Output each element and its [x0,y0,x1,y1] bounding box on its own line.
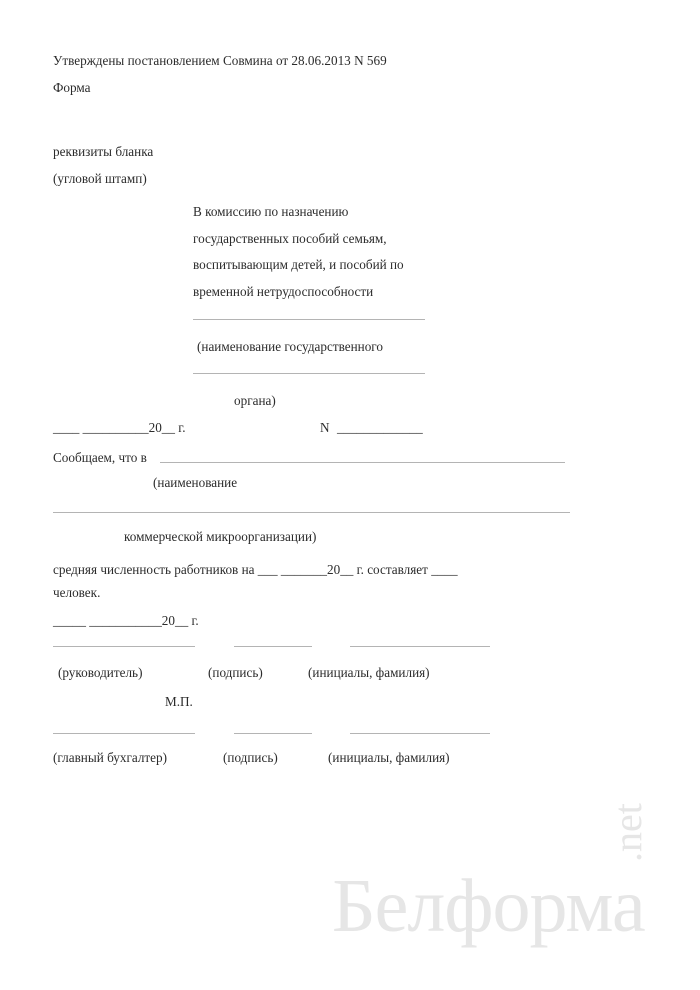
head-name-caption: (инициалы, фамилия) [308,665,430,680]
letterhead-requisites-line: реквизиты бланка [53,144,154,159]
addressee-line-1: В комиссию по назначению [193,204,349,219]
accountant-signature-mark-rule[interactable] [234,733,312,734]
approved-by-line: Утверждены постановлением Совмина от 28.06.2013 N 569 [53,53,387,68]
head-signature-caption: (подпись) [208,665,263,680]
head-role-caption: (руководитель) [58,665,143,680]
addressee-line-3: воспитывающим детей, и пособий по [193,257,404,272]
accountant-role-caption: (главный бухгалтер) [53,750,168,765]
statement-lead-text: Сообщаем, что в [53,450,147,465]
signature-date-input[interactable]: _____ ___________20__ г. [53,613,199,628]
addressee-caption-1: (наименование государственного [197,339,383,354]
watermark-tld-text: .net [605,803,650,862]
organization-caption-2: коммерческой микроорганизации) [124,529,317,544]
organization-name-rule-2[interactable] [53,512,570,513]
addressee-fill-rule-1[interactable] [193,319,425,320]
stamp-label: М.П. [165,694,193,709]
addressee-fill-rule-2[interactable] [193,373,425,374]
employee-count-paragraph [53,556,503,583]
number-label: N [320,420,330,435]
addressee-block [193,199,443,305]
form-label: Форма [53,80,91,95]
number-input[interactable]: _____________ [337,420,423,435]
employee-count-line-1[interactable]: средняя численность работников на ___ _______20__ г. составляет ____ [53,562,458,577]
accountant-name-caption: (инициалы, фамилия) [328,750,450,765]
corner-stamp-line: (угловой штамп) [53,171,147,186]
employee-count-line-2: человек. [53,585,101,600]
head-signature-name-rule[interactable] [350,646,490,647]
date-line-input[interactable]: ____ __________20__ г. [53,420,186,435]
addressee-line-4: временной нетрудоспособности [193,283,374,299]
accountant-signature-name-rule[interactable] [350,733,490,734]
head-signature-rule[interactable] [53,646,195,647]
addressee-line-2: государственных пособий семьям, [193,230,387,246]
organization-name-rule-1[interactable] [160,462,565,463]
accountant-signature-rule[interactable] [53,733,195,734]
head-signature-mark-rule[interactable] [234,646,312,647]
site-watermark [332,803,672,948]
addressee-caption-2: органа) [234,393,276,408]
organization-caption-1: (наименование [153,475,238,490]
accountant-signature-caption: (подпись) [223,750,278,765]
watermark-brand-text: Белформа [332,864,645,948]
